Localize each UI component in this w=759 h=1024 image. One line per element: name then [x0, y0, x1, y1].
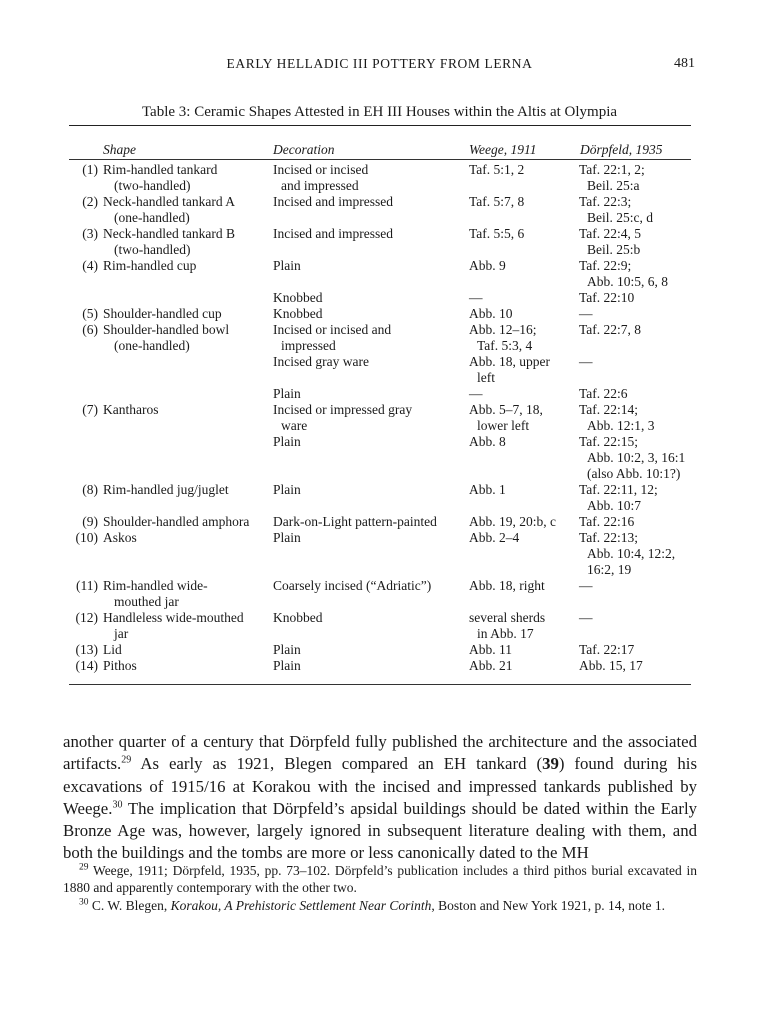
- cell-dorpfeld-line: Taf. 22:7, 8: [579, 322, 642, 337]
- table-row: [69, 226, 691, 258]
- cell-shape-line: Shoulder-handled cup: [103, 306, 222, 321]
- cell-decoration: [273, 402, 469, 434]
- cell-dorpfeld-line: Beil. 25:a: [587, 178, 640, 193]
- row-number: (2): [82, 194, 98, 209]
- cell-weege-line: Abb. 10: [469, 306, 513, 321]
- footnote-ref-29: 29: [121, 754, 132, 766]
- cell-weege-line: Abb. 21: [469, 658, 513, 673]
- cell-dorpfeld-line: Abb. 12:1, 3: [587, 418, 655, 433]
- cell-decoration: [273, 354, 469, 386]
- cell-decoration: [273, 194, 469, 226]
- cell-weege-line: Abb. 11: [469, 642, 512, 657]
- cell-decoration: [273, 290, 469, 306]
- cell-dorpfeld: [579, 642, 691, 658]
- cell-dorpfeld-line: Taf. 22:1, 2;: [579, 162, 645, 177]
- body-text-part: As early as 1921, Blegen compared an EH tankard (: [131, 754, 543, 774]
- cell-dorpfeld: [579, 306, 691, 322]
- cell-dorpfeld: [579, 194, 691, 226]
- cell-shape-line: Handleless wide-mouthed: [103, 610, 244, 625]
- cell-decoration-line: ware: [281, 418, 308, 433]
- cell-dorpfeld-line: Beil. 25:c, d: [587, 210, 653, 225]
- cell-decoration-line: impressed: [281, 338, 336, 353]
- cell-shape-line: Rim-handled cup: [103, 258, 197, 273]
- cell-dorpfeld: [579, 658, 691, 674]
- body-paragraph: [63, 731, 697, 865]
- cell-dorpfeld-line: Beil. 25:b: [587, 242, 641, 257]
- cell-shape: [103, 482, 273, 514]
- cell-dorpfeld-line: Abb. 10:7: [587, 498, 641, 513]
- footnote-number: 29: [79, 862, 89, 873]
- footnote-title: Korakou, A Prehistoric Settlement Near Corinth: [170, 898, 432, 913]
- cell-shape: [103, 194, 273, 226]
- cell-weege: [469, 226, 579, 258]
- cell-decoration-line: Plain: [273, 434, 301, 449]
- row-number: [69, 354, 103, 386]
- cell-weege-line: Abb. 1: [469, 482, 506, 497]
- cell-decoration: [273, 642, 469, 658]
- cell-shape: [103, 354, 273, 386]
- cell-shape-line: (one-handled): [114, 210, 190, 225]
- footnote-number: 30: [79, 897, 89, 908]
- row-number: (4): [82, 258, 98, 273]
- cell-dorpfeld: [579, 386, 691, 402]
- cell-decoration: [273, 482, 469, 514]
- row-number: (6): [82, 322, 98, 337]
- cell-dorpfeld-line: Abb. 15, 17: [579, 658, 643, 673]
- cell-decoration-line: Knobbed: [273, 306, 323, 321]
- ceramic-shapes-table: [69, 162, 691, 674]
- cell-shape-line: Rim-handled jug/juglet: [103, 482, 229, 497]
- cell-dorpfeld: [579, 162, 691, 194]
- cell-weege: [469, 642, 579, 658]
- cell-weege: [469, 162, 579, 194]
- cell-decoration: [273, 306, 469, 322]
- cell-decoration-line: Incised and impressed: [273, 194, 393, 209]
- cell-decoration-line: and impressed: [281, 178, 359, 193]
- table-header-rule: [69, 159, 691, 160]
- table-title: Table 3: Ceramic Shapes Attested in EH III Houses within the Altis at Olympia: [141, 104, 618, 120]
- cell-weege: [469, 658, 579, 674]
- col-header-shape: Shape: [103, 142, 136, 157]
- cell-decoration: [273, 226, 469, 258]
- cell-decoration-line: Dark-on-Light pattern-painted: [273, 514, 437, 529]
- cell-shape-line: Kantharos: [103, 402, 159, 417]
- cell-shape: [103, 226, 273, 258]
- cell-dorpfeld-line: Taf. 22:13;: [579, 530, 639, 545]
- col-header-weege: Weege, 1911: [469, 142, 537, 157]
- cell-shape: [103, 258, 273, 290]
- cell-dorpfeld-line: Taf. 22:10: [579, 290, 635, 305]
- cell-weege-line: several sherds: [469, 610, 546, 625]
- cell-dorpfeld-line: Taf. 22:14;: [579, 402, 639, 417]
- cell-decoration: [273, 386, 469, 402]
- cell-dorpfeld-line: (also Abb. 10:1?): [587, 466, 681, 481]
- catalog-ref: 39: [542, 754, 559, 774]
- row-number: (10): [75, 530, 98, 545]
- footnote-ref-30: 30: [112, 799, 123, 811]
- cell-shape-line: Neck-handled tankard B: [103, 226, 235, 241]
- row-number: (8): [82, 482, 98, 497]
- cell-shape-line: Pithos: [103, 658, 137, 673]
- cell-weege: [469, 482, 579, 514]
- cell-weege: [469, 610, 579, 642]
- row-number: (13): [75, 642, 98, 657]
- cell-weege-line: lower left: [477, 418, 530, 433]
- cell-dorpfeld-line: Taf. 22:9;: [579, 258, 632, 273]
- cell-shape-line: mouthed jar: [114, 594, 179, 609]
- running-head-title: EARLY HELLADIC III POTTERY FROM LERNA: [226, 56, 533, 71]
- cell-decoration-line: Plain: [273, 642, 301, 657]
- cell-dorpfeld-line: Taf. 22:16: [579, 514, 635, 529]
- cell-weege: [469, 578, 579, 610]
- col-header-decoration: Decoration: [273, 142, 335, 157]
- body-text-part: another quarter of a century that Dörpfeld fully published the architecture and the associated artifacts.: [63, 732, 697, 774]
- cell-decoration-line: Plain: [273, 530, 301, 545]
- table-row: [69, 258, 691, 290]
- cell-shape-line: Shoulder-handled amphora: [103, 514, 250, 529]
- cell-weege-line: Abb. 9: [469, 258, 506, 273]
- cell-dorpfeld-line: —: [579, 306, 593, 321]
- cell-shape-line: Lid: [103, 642, 122, 657]
- cell-shape: [103, 514, 273, 530]
- cell-dorpfeld-line: 16:2, 19: [587, 562, 632, 577]
- cell-weege-line: Abb. 18, upper: [469, 354, 550, 369]
- cell-dorpfeld-line: Taf. 22:3;: [579, 194, 632, 209]
- table-row: [69, 402, 691, 434]
- table-row: [69, 322, 691, 354]
- footnote-text: C. W. Blegen,: [88, 898, 171, 913]
- cell-weege-line: —: [469, 386, 483, 401]
- cell-shape: [103, 434, 273, 482]
- row-number: (5): [82, 306, 98, 321]
- cell-dorpfeld-line: Taf. 22:4, 5: [579, 226, 642, 241]
- cell-decoration-line: Plain: [273, 258, 301, 273]
- cell-dorpfeld-line: —: [579, 610, 593, 625]
- body-text-part: The implication that Dörpfeld’s apsidal buildings should be dated within the Early Bronze Age was, however, largely ignored in subsequent literature dealing with them, and both the buildings and the tombs are more or less canonically dated to the MH: [63, 798, 697, 863]
- cell-weege: [469, 306, 579, 322]
- cell-weege-line: Abb. 2–4: [469, 530, 520, 545]
- table-row: [69, 658, 691, 674]
- cell-decoration-line: Incised or incised and: [273, 322, 392, 337]
- cell-weege: [469, 530, 579, 578]
- cell-decoration: [273, 658, 469, 674]
- cell-shape-line: jar: [114, 626, 129, 641]
- body-text-part: ) found during his excavations of 1915/16 at Korakou with the incised and impressed tankards published by Weege.: [63, 754, 697, 818]
- cell-weege-line: in Abb. 17: [477, 626, 534, 641]
- cell-dorpfeld-line: Abb. 10:5, 6, 8: [587, 274, 668, 289]
- cell-weege: [469, 402, 579, 434]
- cell-weege-line: Taf. 5:5, 6: [469, 226, 525, 241]
- table-row: [69, 194, 691, 226]
- page-number: 481: [674, 56, 695, 71]
- table-bottom-rule: [69, 684, 691, 685]
- cell-decoration-line: Incised or incised: [273, 162, 369, 177]
- cell-dorpfeld: [579, 514, 691, 530]
- footnote-30: [63, 897, 697, 914]
- cell-dorpfeld-line: Taf. 22:11, 12;: [579, 482, 658, 497]
- cell-shape: [103, 290, 273, 306]
- cell-weege: [469, 322, 579, 354]
- cell-decoration: [273, 578, 469, 610]
- cell-weege-line: Taf. 5:1, 2: [469, 162, 525, 177]
- cell-dorpfeld-line: Taf. 22:17: [579, 642, 635, 657]
- table-row: [69, 162, 691, 194]
- cell-weege-line: Abb. 18, right: [469, 578, 545, 593]
- cell-decoration: [273, 514, 469, 530]
- cell-dorpfeld: [579, 354, 691, 386]
- cell-weege-line: Taf. 5:7, 8: [469, 194, 525, 209]
- col-header-dorpfeld: Dörpfeld, 1935: [580, 142, 663, 157]
- cell-shape: [103, 658, 273, 674]
- footnote-text: , Boston and New York 1921, p. 14, note 1.: [431, 898, 666, 913]
- table-row: [69, 514, 691, 530]
- row-number: (14): [75, 658, 98, 673]
- cell-dorpfeld: [579, 322, 691, 354]
- table-body: [69, 162, 691, 674]
- cell-dorpfeld: [579, 226, 691, 258]
- table-row: [69, 434, 691, 482]
- footnote-text: Weege, 1911; Dörpfeld, 1935, pp. 73–102. Dörpfeld’s publication includes a third pithos burial excavated in 1880 and apparently contemporary with the other two.: [63, 863, 697, 895]
- cell-weege: [469, 434, 579, 482]
- cell-shape: [103, 306, 273, 322]
- row-number: (9): [82, 514, 98, 529]
- cell-decoration-line: Knobbed: [273, 610, 323, 625]
- cell-shape: [103, 386, 273, 402]
- cell-decoration-line: Plain: [273, 482, 301, 497]
- cell-weege: [469, 290, 579, 306]
- cell-decoration-line: Plain: [273, 386, 301, 401]
- cell-decoration-line: Incised gray ware: [273, 354, 369, 369]
- table-row: [69, 610, 691, 642]
- table-row: [69, 354, 691, 386]
- cell-dorpfeld: [579, 290, 691, 306]
- table-row: [69, 642, 691, 658]
- cell-decoration: [273, 610, 469, 642]
- cell-weege-line: Taf. 5:3, 4: [477, 338, 533, 353]
- cell-weege-line: Abb. 19, 20:b, c: [469, 514, 556, 529]
- cell-shape: [103, 402, 273, 434]
- row-number: (7): [82, 402, 98, 417]
- cell-decoration-line: Knobbed: [273, 290, 323, 305]
- cell-dorpfeld-line: Abb. 10:4, 12:2,: [587, 546, 676, 561]
- cell-weege-line: left: [477, 370, 495, 385]
- cell-weege-line: Abb. 8: [469, 434, 506, 449]
- cell-shape-line: Shoulder-handled bowl: [103, 322, 230, 337]
- cell-weege: [469, 514, 579, 530]
- cell-decoration: [273, 258, 469, 290]
- cell-dorpfeld: [579, 482, 691, 514]
- cell-dorpfeld: [579, 434, 691, 482]
- cell-shape-line: Askos: [103, 530, 137, 545]
- row-number: (11): [76, 578, 98, 593]
- running-head: [0, 56, 759, 76]
- cell-decoration-line: Incised or impressed gray: [273, 402, 413, 417]
- table-row: [69, 530, 691, 578]
- cell-shape-line: Rim-handled tankard: [103, 162, 218, 177]
- row-number: (12): [75, 610, 98, 625]
- cell-dorpfeld-line: —: [579, 578, 593, 593]
- cell-decoration-line: Coarsely incised (“Adriatic”): [273, 578, 432, 593]
- cell-shape-line: Rim-handled wide-: [103, 578, 208, 593]
- cell-weege: [469, 386, 579, 402]
- cell-shape: [103, 530, 273, 578]
- table-top-rule: [69, 125, 691, 126]
- cell-dorpfeld: [579, 402, 691, 434]
- row-number: [69, 386, 103, 402]
- cell-shape-line: Neck-handled tankard A: [103, 194, 235, 209]
- cell-shape-line: (two-handled): [114, 242, 191, 257]
- cell-weege: [469, 194, 579, 226]
- row-number: (3): [82, 226, 98, 241]
- cell-dorpfeld-line: Taf. 22:6: [579, 386, 628, 401]
- cell-shape-line: (two-handled): [114, 178, 191, 193]
- cell-dorpfeld: [579, 530, 691, 578]
- cell-dorpfeld-line: —: [579, 354, 593, 369]
- cell-shape-line: (one-handled): [114, 338, 190, 353]
- cell-decoration-line: Incised and impressed: [273, 226, 393, 241]
- cell-weege: [469, 354, 579, 386]
- cell-dorpfeld: [579, 258, 691, 290]
- cell-dorpfeld-line: Abb. 10:2, 3, 16:1: [587, 450, 686, 465]
- cell-shape: [103, 162, 273, 194]
- row-number: [69, 434, 103, 482]
- cell-dorpfeld: [579, 578, 691, 610]
- cell-weege: [469, 258, 579, 290]
- table-row: [69, 386, 691, 402]
- row-number: (1): [82, 162, 98, 177]
- table-row: [69, 482, 691, 514]
- cell-dorpfeld: [579, 610, 691, 642]
- cell-decoration: [273, 434, 469, 482]
- table-row: [69, 578, 691, 610]
- cell-weege-line: —: [469, 290, 483, 305]
- cell-weege-line: Abb. 5–7, 18,: [469, 402, 543, 417]
- cell-shape: [103, 578, 273, 610]
- cell-shape: [103, 610, 273, 642]
- cell-shape: [103, 322, 273, 354]
- table-row: [69, 306, 691, 322]
- cell-shape: [103, 642, 273, 658]
- cell-decoration: [273, 162, 469, 194]
- cell-weege-line: Abb. 12–16;: [469, 322, 537, 337]
- cell-decoration: [273, 322, 469, 354]
- cell-decoration: [273, 530, 469, 578]
- cell-decoration-line: Plain: [273, 658, 301, 673]
- row-number: [69, 290, 103, 306]
- table-row: [69, 290, 691, 306]
- footnote-29: [63, 862, 697, 896]
- cell-dorpfeld-line: Taf. 22:15;: [579, 434, 639, 449]
